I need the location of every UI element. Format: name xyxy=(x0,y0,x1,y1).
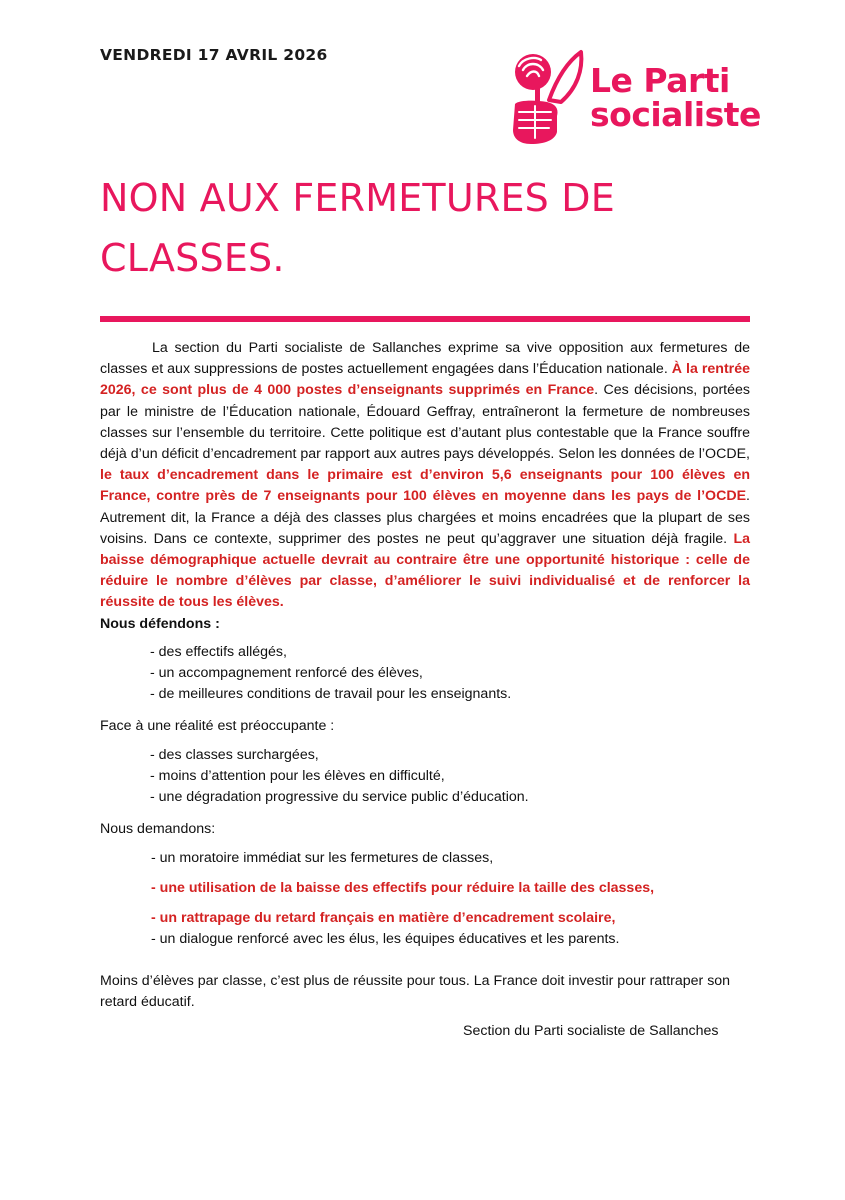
body-text: La section du Parti socialiste de Sallanches exprime sa vive opposition aux fermetures de classes et aux suppressions de postes actuellement engagées dans l’Éducation nationale. xyxy=(100,340,750,378)
highlighted-text: le taux d’encadrement dans le primaire est d’environ 5,6 enseignants pour 100 élèves en France, contre près de 7 enseignants pour 100 élèves en moyenne dans les pays de l’OCDE xyxy=(100,467,750,505)
demands-heading: Nous demandons: xyxy=(100,821,216,838)
party-logo xyxy=(505,48,795,148)
document-body xyxy=(100,338,750,950)
intro-paragraph xyxy=(100,338,750,614)
logo-wordmark xyxy=(590,61,761,134)
highlighted-text: À la rentrée 2026, ce sont plus de 4 000 postes d’enseignants supprimés en France xyxy=(100,361,750,399)
body-text: . Ces décisions, portées par le ministre de l’Éducation nationale, Édouard Geffray, entraîneront la fermeture de nombreuses classes sur l’ensemble du territoire. Cette politique est d’autant plus contestable que la France souffre déjà d’un déficit d’encadrement par rapport aux autres pays développés. Selon les données de l’OCDE, xyxy=(100,382,750,463)
defend-list xyxy=(100,642,750,706)
closing-paragraph: Moins d’élèves par classe, c’est plus de réussite pour tous. La France doit investir pour rattraper son retard éducatif. xyxy=(100,973,731,1011)
list-item: - un moratoire immédiat sur les fermetures de classes, xyxy=(151,850,494,867)
list-item: - un accompagnement renforcé des élèves, xyxy=(150,665,423,682)
list-item: - un rattrapage du retard français en matière d’encadrement scolaire, xyxy=(151,910,616,927)
list-item: - une dégradation progressive du service public d’éducation. xyxy=(150,789,529,806)
reality-list xyxy=(100,745,750,809)
list-item: - une utilisation de la baisse des effectifs pour réduire la taille des classes, xyxy=(151,880,655,897)
list-item: - moins d’attention pour les élèves en difficulté, xyxy=(150,767,445,784)
highlighted-text: La baisse démographique actuelle devrait au contraire être une opportunité historique : celle de réduire le nombre d’élèves par classe, d’améliorer le suivi individualisé et de renforcer la réussite de tous les élèves. xyxy=(100,530,750,611)
list-item: - de meilleures conditions de travail pour les enseignants. xyxy=(150,686,512,703)
title-divider xyxy=(100,316,750,322)
list-item: - des classes surchargées, xyxy=(150,746,319,763)
logo-line-2: socialiste xyxy=(590,95,761,134)
signature: Section du Parti socialiste de Sallanches xyxy=(463,1023,719,1039)
demands-list xyxy=(100,848,750,950)
fist-rose-icon xyxy=(505,48,585,148)
reality-heading: Face à une réalité est préoccupante : xyxy=(100,718,335,735)
body-text: . Autrement dit, la France a déjà des classes plus chargées et moins encadrées que la plupart de ses voisins. Dans ce contexte, supprimer des postes ne peut qu’aggraver une situation déjà fragile. xyxy=(100,488,750,547)
document-date: VENDREDI 17 AVRIL 2026 xyxy=(100,46,328,64)
defend-heading: Nous défendons : xyxy=(100,615,220,632)
list-item: - des effectifs allégés, xyxy=(150,643,287,660)
list-item: - un dialogue renforcé avec les élus, les équipes éducatives et les parents. xyxy=(151,931,620,948)
logo-line-1: Le Parti xyxy=(590,61,730,100)
page-title: NON AUX FERMETURES DE CLASSES. xyxy=(100,176,615,280)
